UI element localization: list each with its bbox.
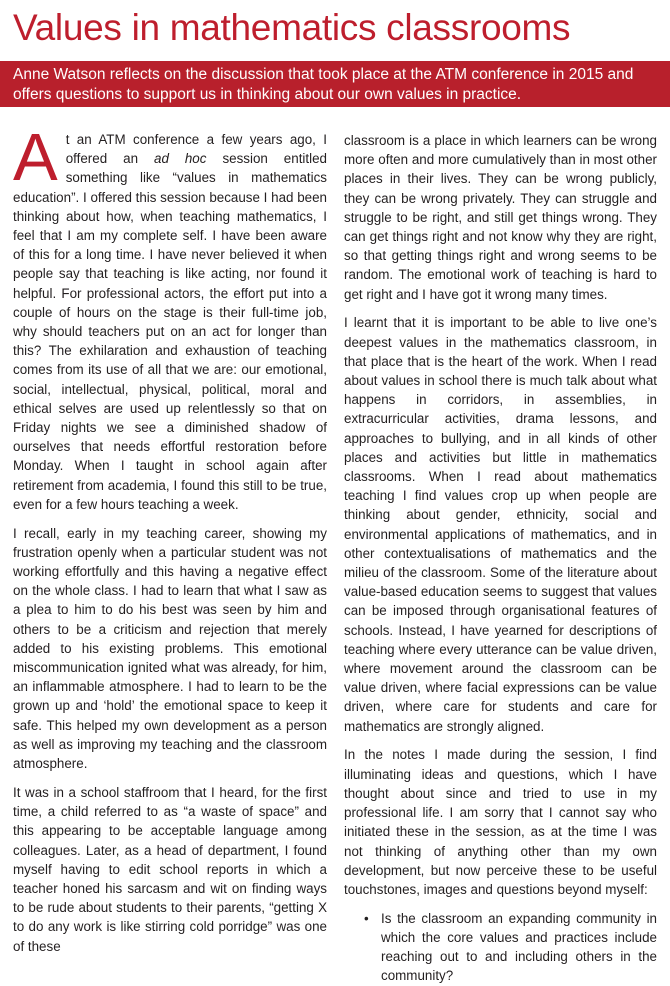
paragraph-text: session entitled something like “values in mathematics education”. I offered this session because I had been thinking about how, when teaching mathematics, I feel that I am my complete self. I have been aware of this for a long time. I have never believed it when people say that teaching is like acting, nor found it helpful. For professional actors, the effort put into a couple of hours on the stage is their full-time job, why should teachers put on an act for longer than this? The exhilaration and exhaustion of teaching comes from its use of all that we are: our emotional, social, intellectual, physical, political, moral and ethical selves are used up relentlessly so that on Friday nights we see a diminished shadow of ourselves that needs effortful restoration before Monday. When I taught in school again after retirement from academia, I found this still to be true, even for a few hours teaching a week. xyxy=(13,151,327,512)
question-list xyxy=(344,909,657,986)
list-item xyxy=(364,909,657,986)
bullet-icon: • xyxy=(364,910,369,926)
paragraph: classroom is a place in which learners can be wrong more often and more cumulatively than in most other places in their lives. They can be wrong publicly, they can be wrong privately. They can struggle and struggle to be right, and still get things wrong. They can get things right and not know why they are right, so that getting things right and wrong seems to be random. The emotional work of teaching is hard to get right and I have got it wrong many times. xyxy=(344,133,657,302)
list-item-text: Is the classroom an expanding community in which the core values and practices include reaching out to and including others in the community? xyxy=(381,910,657,984)
paragraph: I recall, early in my teaching career, showing my frustration openly when a particular student was not working effortfully and this having a negative effect on the whole class. I had to learn that what I saw as a plea to him to do his best was seen by him and others to be a criticism and rejection that merely added to his existing problems. This emotional miscommunication ignited what was already, for him, an inflammable atmosphere. I had to learn to be the grown up and ‘hold’ the emotional space to keep it safe. This helped my own development as a person as well as improving my teaching and the classroom atmosphere. xyxy=(13,525,327,772)
paragraph-text: t an ATM conference a few years ago, I offered an xyxy=(65,132,327,167)
paragraph: In the notes I made during the session, I find illuminating ideas and questions, which I have thought about since and tried to use in my professional life. I am sorry that I cannot say who initiated these in the session, as at the time I was not thinking of anything other than my own development, but now perceive these to be useful touchstones, images and questions beyond myself: xyxy=(344,747,657,897)
paragraph xyxy=(13,120,327,514)
paragraph: It was in a school staffroom that I heard, for the first time, a child referred to as “a waste of space” and this appearing to be acceptable language among colleagues. Later, as a head of department, I found myself having to edit school reports in which a teacher honed his sarcasm and wit on finding ways to be rude about students to their parents, “getting X to do any work is like stirring cold porridge” was one of these xyxy=(13,784,327,954)
standfirst-banner: Anne Watson reflects on the discussion that took place at the ATM conference in 2015 and offers questions to support us in thinking about our own values in practice. xyxy=(0,61,670,107)
emphasis-text: ad hoc xyxy=(154,151,207,167)
drop-cap: A xyxy=(13,120,58,195)
left-column xyxy=(13,120,327,954)
paragraph: I learnt that it is important to be able to live one’s deepest values in the mathematics classroom, in that place that is the heart of the work. When I read about values in school there is much talk about what happens in corridors, in assemblies, in extracurricular activities, drama lessons, and approaches to bullying, and in all kinds of other places and activities but little in mathematics classrooms. When I read about mathematics teaching I find values crop up when people are thinking about gender, ethnicity, social and environmental applications of mathematics, and in other contextualisations of mathematics and the milieu of the classroom. Some of the literature about value-based education seems to suggest that values can be imposed through organisational features of schools. Instead, I have yearned for descriptions of teaching where every utterance can be value driven, where movement around the classroom can be value driven, where facial expressions can be value driven, where care for students and care for mathematics are strongly aligned. xyxy=(344,315,657,734)
right-column xyxy=(344,131,657,984)
article-title: Values in mathematics classrooms xyxy=(13,7,571,48)
